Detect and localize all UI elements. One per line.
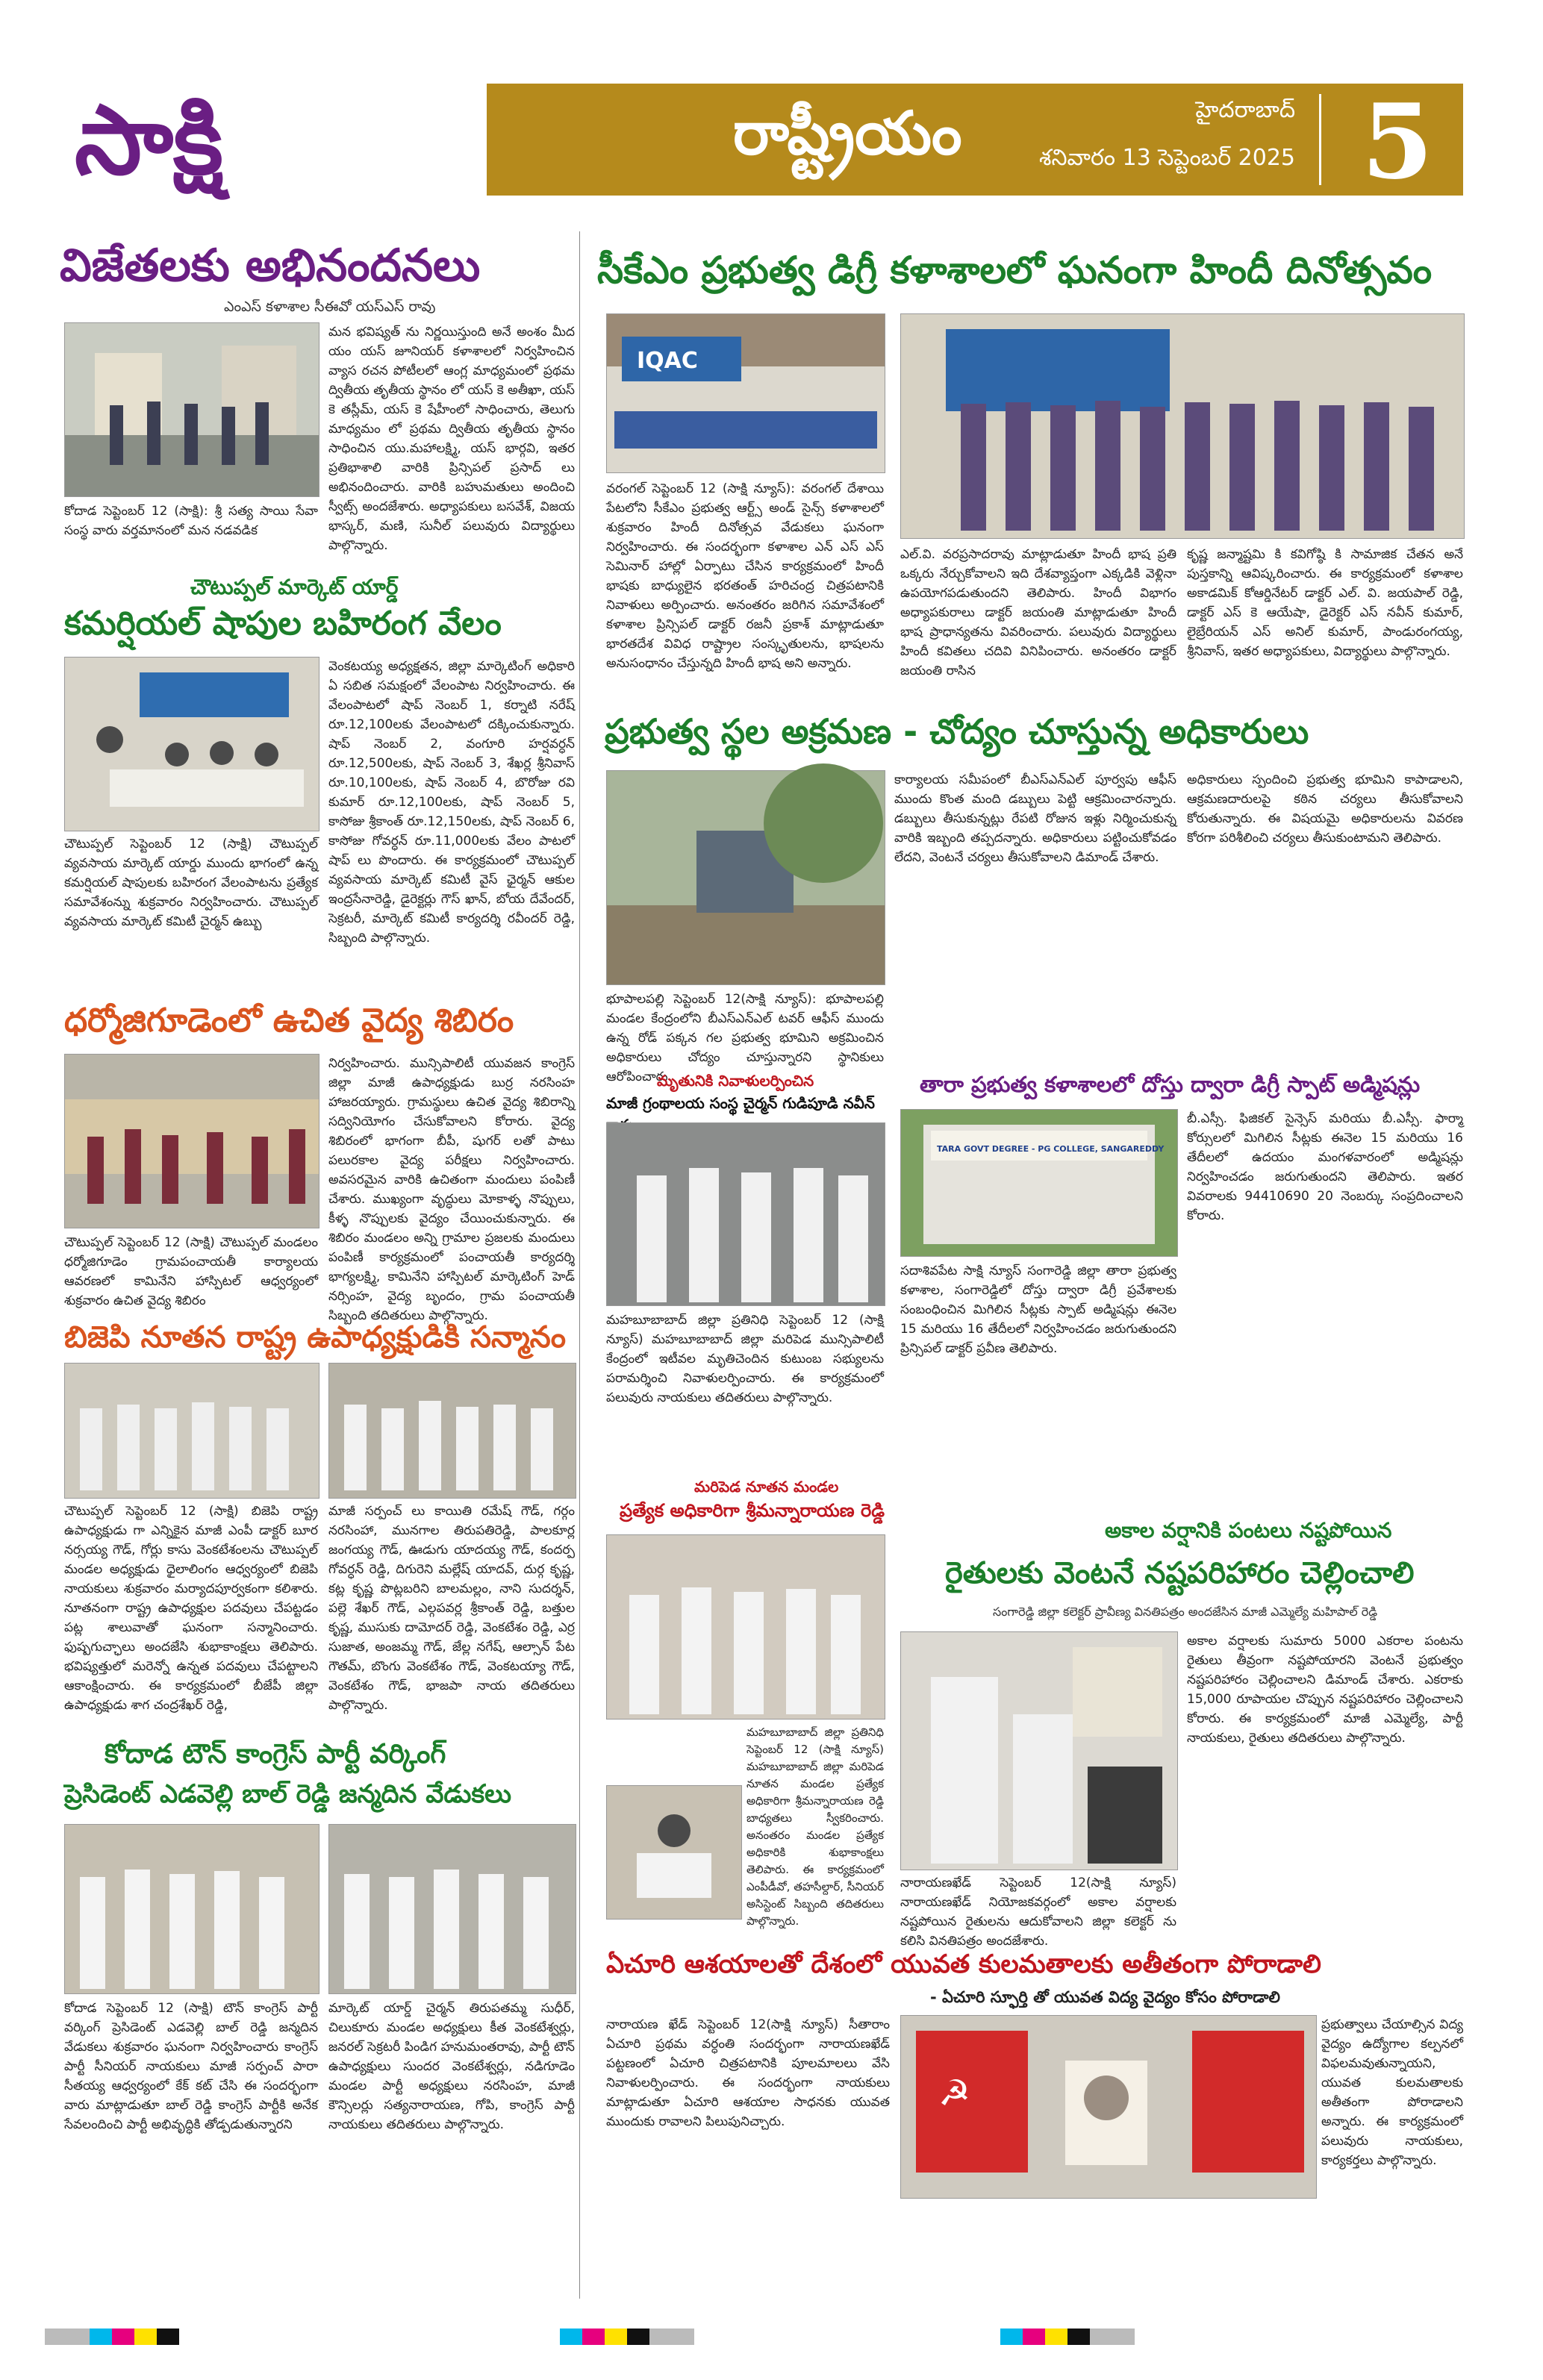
office-photo-icon: [607, 1535, 885, 1719]
m7-col2: ప్రభుత్వాలు చేయాల్సిన విద్య వైద్యం ఉద్యోగాల కల్పనలో విఫలమవుతున్నాయని, యువత కులమతాలకు అతీతంగా పోరాడాలని అన్నారు. ఈ కార్యక్రమంలో పలువురు నాయకులు, కార్యకర్తలు పాల్గొన్నారు.: [1321, 2017, 1463, 2168]
m6-headline: రైతులకు వెంటనే నష్టపరిహారం చెల్లించాలి: [945, 1556, 1415, 1590]
m6-caption: నారాయణఖేడ్ సెప్టెంబర్ 12(సాక్షి న్యూస్) నారాయణఖేడ్ నియోజకవర్గంలో అకాల వర్షాలకు నష్టపోయిన రైతులను ఆదుకోవాలని జిల్లా కలెక్టర్ ను కలిసి వినతిపత్రం అందజేశారు.: [900, 1875, 1176, 1949]
felicitation-photo-icon: [65, 1364, 319, 1498]
college-photo-icon: [901, 1110, 1177, 1256]
memorandum-photo-icon: [901, 1632, 1177, 1870]
group-photo-icon: [65, 323, 319, 496]
m1-col2: ఎల్.వి. వరప్రసాదరావు మాట్లాడుతూ హిందీ భాష ప్రతి ఒక్కరు నేర్చుకోవాలని ఇది దేశవ్యాప్తంగా ఎక్కడికి వెళ్లినా ఉపయోగపడుతుందని తెలిపారు. హిందీ విభాగం అధ్యాపకురాలు డాక్టర్ జయంతి మాట్లాడుతూ హిందీ భాష ప్రాధాన్యతను వివరించారు. పలువురు విద్యార్థులు హిందీ కవితలు చదివి వినిపించారు. అనంతరం డాక్టర్ జయంతి రాసిన: [900, 547, 1176, 678]
a5-photo-2: [328, 1824, 576, 1994]
m2-caption: భూపాలపల్లి సెప్టెంబర్ 12(సాక్షి న్యూస్): భూపాలపల్లి మండల కేంద్రంలోని బీఎస్ఎన్ఎల్ టవర్ ఆఫీస్ ముందు ఉన్న రోడ్ పక్కన గల ప్రభుత్వ భూమిని అక్రమించిన అధికారులు చోద్యం చూస్తున్నారని స్థానికులు ఆరోపించారు.: [606, 992, 884, 1084]
m2-headline: ప్రభుత్వ స్థల అక్రమణ - చోద్యం చూస్తున్న అధికారులు: [605, 711, 1309, 752]
m5-photo-label: TARA GOVT DEGREE - PG COLLEGE, SANGAREDDY: [937, 1144, 1165, 1154]
m4-kicker: మరిపెడ నూతన మండల: [694, 1478, 839, 1496]
meeting-photo-icon: [65, 658, 319, 831]
m5-photo: [900, 1109, 1178, 1257]
a5-photo-1: [64, 1824, 319, 1994]
m1-col3: కృష్ణ జన్మాష్టమి కి కవిగోష్ఠి కి సామాజిక చేతన అనే పుస్తకాన్ని ఆవిష్కరించారు. ఈ కార్యక్రమంలో కళాశాల అకాడమిక్ కోఆర్డినేటర్ డాక్టర్ ఎల్. వి. జయపాల్ రెడ్డి, డాక్టర్ ఎస్ కె ఆయేషా, డైరెక్టర్ ఎస్ నవీన్ కుమార్, లైబ్రేరియన్ ఎస్ అనిల్ కుమార్, పాండురంగయ్య, శ్రీనివాస్, ఇతర అధ్యాపకులు, విద్యార్థులు పాల్గొన్నారు.: [1187, 547, 1463, 659]
m2-col3: అధికారులు స్పందించి ప్రభుత్వ భూమిని కాపాడాలని, ఆక్రమణదారులపై కఠిన చర్యలు తీసుకోవాలని కోరుతున్నారు. ఈ విషయమై అధికారులను వివరణ కోరగా పరిశీలించి చర్యలు తీసుకుంటామని తెలిపారు.: [1187, 772, 1463, 846]
m6-kicker: అకాల వర్షానికి పంటలు నష్టపోయిన: [1105, 1518, 1392, 1543]
a3-photo: [64, 1054, 319, 1228]
a1-photo: [64, 322, 319, 497]
m3-caption: మహబూబాబాద్ జిల్లా ప్రతినిధి సెప్టెంబర్ 12 (సాక్షి న్యూస్) మహబూబాబాద్ జిల్లా మరిపెడ మున్సిపాలిటీ కేంద్రంలో ఇటీవల మృతిచెందిన కుటుంబ సభ్యులను పరామర్శించి నివాళులర్పించారు. ఈ కార్యక్రమంలో పలువురు నాయకులు తదితరులు పాల్గొన్నారు.: [606, 1313, 884, 1405]
m1-photo-label: IQAC: [637, 348, 698, 374]
m3-headline: మాజీ గ్రంథాలయ సంస్థ చైర్మన్ గుడిపూడి నవీన్: [606, 1094, 875, 1112]
group-photo-icon: [901, 314, 1464, 538]
logo: [75, 85, 463, 196]
m3-photo: [606, 1122, 885, 1306]
print-color-strip: [45, 2329, 1493, 2351]
tribute-photo-icon: [901, 2016, 1316, 2198]
m6-byline: సంగారెడ్డి జిల్లా కలెక్టర్ ప్రావీణ్య వినతిపత్రం అందజేసిన మాజీ ఎమ్మెల్యే మహిపాల్ రెడ్డి: [993, 1605, 1378, 1619]
a1-byline: ఎంఎస్ కళాశాల సీఈవో యస్ఎస్ రావు: [224, 299, 436, 315]
date-label: శనివారం 13 సెప్టెంబర్ 2025: [1038, 145, 1295, 171]
sakshi-logo-icon: [75, 85, 463, 196]
office-photo-icon: [607, 1786, 741, 1919]
a2-body: వెంకటయ్య అధ్యక్షతన, జిల్లా మార్కెటింగ్ అధికారి ఏ సబిత సమక్షంలో వేలంపాట నిర్వహించారు. ఈ వేలంపాటలో షాప్ నెంబర్ 1, కర్నాటి నరేష్ రూ.12,100లకు వేలంపాటలో దక్కించుకున్నారు. షాప్ నెంబర్ 2, వంగూరి హర్షవర్ధన్ రూ.12,500లకు, షాప్ నెంబర్ 3, శేఖర్ల శ్రీనివాస్ రూ.10,100లకు, షాప్ నెంబర్ 4, బొరోజు రవి కుమార్ రూ.12,100లకు, షాప్ నెంబర్ 5, కాసోజు శ్రీకాంత్ రూ.12,150లకు, షాప్ నెంబర్ 6, కాసోజు గోవర్ధన్ రూ.11,000లకు వేలం పాటలో షాప్ లు పొందారు. ఈ కార్యక్రమంలో చౌటుప్పల్ వ్యవసాయ మార్కెట్ కమిటీ వైస్ ఛైర్మన్ ఆకుల ఇంద్రసేనారెడ్డి, డైరెక్టర్లు గౌస్ ఖాన్, బోయ దేవేందర్, సెక్రటరీ, మార్కెట్ కమిటీ కార్యదర్శి రవీందర్ రెడ్డి, సిబ్బంది పాల్గొన్నారు.: [328, 659, 575, 946]
section-title: రాష్ట్రీయం: [733, 99, 962, 168]
birthday-photo-icon: [329, 1825, 576, 1993]
m2-col2: కార్యాలయ సమీపంలో బీఎస్ఎన్ఎల్ పూర్వపు ఆఫీస్ ముందు కొంత మంది డబ్బులు పెట్టి ఆక్రమించారన్నారు. డబ్బులు తీసుకున్నట్లు రేపటి రోజున ఇళ్లు నిర్మించుకున్న వారికి ఇబ్బంది తప్పదన్నారు. అధికారులు పట్టించుకోవడం లేదని, వెంటనే చర్యలు తీసుకోవాలని డిమాండ్ చేశారు.: [894, 772, 1176, 865]
city-label: హైదరాబాద్: [1195, 97, 1295, 123]
land-photo-icon: [607, 771, 885, 984]
a3-caption: చౌటుప్పల్ సెప్టెంబర్ 12 (సాక్షి) చౌటుప్పల్ మండలం ధర్మోజిగూడెం గ్రామపంచాయతీ కార్యాలయ ఆవరణలో కామినేని హాస్పిటల్ ఆధ్వర్యంలో శుక్రవారం ఉచిత వైద్య శిబిరం: [64, 1235, 318, 1308]
m5-col2: బీ.ఎస్సీ. ఫిజికల్ సైన్సెస్ మరియు బీ.ఎస్సీ. ఫార్మా కోర్సులలో మిగిలిన సీట్లకు ఈనెల 15 మరియు 16 తేదీలలో ఉదయం మంగళవారంలో అడ్మిషన్లు నిర్వహించడం జరుగుతుందని తెలిపారు. ఇతర వివరాలకు 94410690 20 నెంబర్కు సంప్రదించాలని కోరారు.: [1187, 1111, 1463, 1223]
m7-subhead: - ఏచూరి స్ఫూర్తి తో యువత విద్య వైద్యం కోసం పోరాడాలి: [930, 1988, 1280, 2006]
m3-kicker: మృతునికి నివాళులర్పించిన: [657, 1072, 814, 1090]
m1-photo-2: [900, 313, 1465, 539]
a4-photo-2: [328, 1363, 576, 1499]
section-banner: [487, 81, 1463, 202]
a2-kicker: చౌటుప్పల్ మార్కెట్ యార్డ్: [190, 575, 399, 599]
a1-caption: కోదాడ సెప్టెంబర్ 12 (సాక్షి): శ్రీ సత్య సాయి సేవా సంస్థ వారు వర్తమానంలో మన నడవడిక: [64, 504, 318, 538]
a5-headline-line1: కోదాడ టౌన్ కాంగ్రెస్ పార్టీ వర్కింగ్: [105, 1739, 446, 1770]
birthday-photo-icon: [65, 1825, 319, 1993]
felicitation-photo-icon: [329, 1364, 576, 1498]
m5-caption: సదాశివపేట సాక్షి న్యూస్ సంగారెడ్డి జిల్లా తారా ప్రభుత్వ కళాశాల, సంగారెడ్డిలో దోస్తు ద్వారా డిగ్రీ ప్రవేశాలకు సంబంధించిన మిగిలిన సీట్లకు స్పాట్ అడ్మిషన్లు ఈనెల 15 మరియు 16 తేదీలలో నిర్వహించడం జరుగుతుందని ప్రిన్సిపల్ డాక్టర్ ప్రవీణ తెలిపారు.: [900, 1264, 1176, 1356]
a4-body: మాజీ సర్పంచ్ లు కాయితి రమేష్ గౌడ్, గర్గం నరసింహా, మునగాల తిరుపతిరెడ్డి, పాలకూర్ల జంగయ్య గౌడ్, ఊడుగు యాదయ్య గౌడ్, కందర్ప గోవర్ధన్ రెడ్డి, దిగురెని మల్లేష్ యాదవ్, దుర్గ కృష్ణ, కట్ల కృష్ణ పొట్లబరిని బాలమల్లం, నాని సుదర్శన్, పల్లె శేఖర్ గౌడ్, ఎల్గపవర్ల శ్రీకాంత్ రెడ్డి, బత్తుల కృష్ణ, ముసుకు దామోదర్ రెడ్డి, వెంకటేశం రెడ్డి, ఎర్ర సుజాత, అంజమ్మ గౌడ్, జేల్ల నగేష్, ఆల్సాన్ పేట గౌతమ్, బొంగు వెంకటేశం గౌడ్, వెంకటయ్యా గౌడ్, వెంకటేశం గౌడ్, భాజపా నాయ తదితరులు పాల్గొన్నారు.: [328, 1504, 575, 1713]
a4-headline: బిజెపి నూతన రాష్ట్ర ఉపాధ్యక్షుడికి సన్మానం: [64, 1320, 566, 1355]
m4-headline: ప్రత్యేక అధికారిగా శ్రీమన్నారాయణ రెడ్డి: [620, 1500, 885, 1521]
m1-headline: సీకేఎం ప్రభుత్వ డిగ్రీ కళాశాలలో ఘనంగా హిందీ దినోత్సవం: [597, 249, 1433, 292]
hammer-sickle-icon: ☭: [938, 2073, 971, 2114]
m1-caption: వరంగల్ సెప్టెంబర్ 12 (సాక్షి న్యూస్): వరంగల్ దేశాయి పేటలోని సీకేఎం ప్రభుత్వ ఆర్ట్స్ అండ్ సైన్స్ కళాశాలలో శుక్రవారం హిందీ దినోత్సవ వేడుకలు ఘనంగా నిర్వహించారు. ఈ సందర్భంగా కళాశాల ఎన్ ఎస్ ఎస్ సెమినార్ హాల్లో ఏర్పాటు చేసిన కార్యక్రమంలో హిందీ భాషకు బాధ్యులైన భరతంత్ హరిచంద్ర చిత్రపటానికి నివాళులు అర్పించారు. అనంతరం జరిగిన సమావేశంలో కళాశాల ప్రిన్సిపల్ డాక్టర్ రజనీ ప్రకాశ్ మాట్లాడుతూ భారతదేశ వివిధ రాష్ట్రాల సంస్కృతులను, భాషలను అనుసంధానం చేస్తున్నది హిందీ భాష అని అన్నారు.: [606, 481, 884, 671]
tribute-photo-icon: [607, 1123, 885, 1305]
a2-photo: [64, 657, 319, 831]
a1-body: మన భవిష్యత్ ను నిర్ణయిస్తుంది అనే అంశం మీద యం యస్ జూనియర్ కళాశాలలో నిర్వహించిన వ్యాస రచన పోటీలలో ఆంగ్ల మాధ్యమంలో ప్రథమ ద్వితీయ తృతీయ స్థానం లో యస్ కె అతీఖా, యస్ కె తస్లీమ్, యస్ కె షేహీంలో సాధించారు, తెలుగు మాధ్యమం లో ప్రథమ ద్వితీయ తృతీయ స్థానం సాధించిన యు.మహాలక్ష్మి, యస్ భార్గవి, ఇతర ప్రతిభాశాలి వారికి ప్రిన్సిపల్ ప్రసాద్ లు అభినందించారు. వారికి బహుమతులు అందించి స్వీట్స్ అందజేశారు. అధ్యాపకులు బసవేశ్, విజయ భాస్కర్, మణి, సునీల్ పలువురు విద్యార్థులు పాల్గొన్నారు.: [328, 325, 575, 553]
m2-photo: [606, 770, 885, 985]
a2-headline: కమర్షియల్ షాపుల బహిరంగ వేలం: [64, 605, 502, 643]
event-stage-photo-icon: [607, 314, 885, 472]
m1-photo-1: [606, 313, 885, 473]
column-separator: [579, 231, 580, 2299]
m4-photo-1: [606, 1534, 885, 1720]
a3-headline: ధర్మోజిగూడెంలో ఉచిత వైద్య శిబిరం: [64, 1002, 514, 1040]
masthead: [45, 75, 1463, 202]
m7-caption: నారాయణ ఖేడ్ సెప్టెంబర్ 12(సాక్షి న్యూస్) సీతారాం ఏచూరి ప్రథమ వర్ధంతి సందర్భంగా నారాయణఖేడ్ పట్టణంలో ఏచూరి చిత్రపటానికి పూలమాలలు వేసి నివాళులర్పించారు. ఈ సందర్భంగా నాయకులు మాట్లాడుతూ ఏచూరి ఆశయాల సాధనకు యువత ముందుకు రావాలని పిలుపునిచ్చారు.: [606, 2017, 890, 2129]
a4-photo-1: [64, 1363, 319, 1499]
m7-headline: ఏచూరి ఆశయాలతో దేశంలో యువత కులమతాలకు అతీతంగా పోరాడాలి: [606, 1949, 1321, 1979]
masthead-divider: [1319, 94, 1321, 185]
m4-photo-2: [606, 1785, 742, 1920]
m4-caption: మహబూబాబాద్ జిల్లా ప్రతినిధి సెప్టెంబర్ 12 (సాక్షి న్యూస్) మహబూబాబాద్ జిల్లా మరిపెడ నూతన మండల ప్రత్యేక అధికారిగా శ్రీమన్నారాయణ రెడ్డి బాధ్యతలు స్వీకరించారు. అనంతరం మండల ప్రత్యేక అధికారికి శుభాకాంక్షలు తెలిపారు. ఈ కార్యక్రమంలో ఎంపీడీవో, తహసీల్దార్, సీనియర్ అసిస్టెంట్ సిబ్బంది తదితరులు పాల్గొన్నారు.: [746, 1725, 884, 1928]
logo-text: సాక్షి: [75, 85, 223, 196]
a4-caption: చౌటుప్పల్ సెప్టెంబర్ 12 (సాక్షి) బిజెపి రాష్ట్ర ఉపాధ్యక్షుడు గా ఎన్నికైన మాజీ ఎంపీ డాక్టర్ బూర నర్సయ్య గౌడ్, గోర్లు కాసు వెంకటేశంలను చౌటుప్పల్ మండల అధ్యక్షుడు ధైలాలింగం ఆధ్వర్యంలో బిజెపి నాయకులు శుక్రవారం మర్యాదపూర్వకంగా కలిశారు. నూతనంగా రాష్ట్ర ఉపాధ్యక్షుల పదవులు చేపట్టడం పట్ల శాలువాతో ఘనంగా సన్మానించారు. ఫుష్పగుచ్ఛాలు అందజేసి శుభాకాంక్షలు తెలిపారు. భవిష్యత్తులో మరెన్నో ఉన్నత పదవులు చేపట్టాలని ఆకాంక్షించారు. ఈ కార్యక్రమంలో బీజేపీ జిల్లా ఉపాధ్యక్షుడు శాగ చంద్రశేఖర్ రెడ్డి,: [64, 1504, 318, 1713]
a3-body: నిర్వహించారు. మున్సిపాలిటీ యువజన కాంగ్రెస్ జిల్లా మాజీ ఉపాధ్యక్షుడు బుర్ర నరసింహ హాజరయ్యారు. గ్రామస్థులు ఉచిత వైద్య శిబిరాన్ని సద్వినియోగం చేసుకోవాలని కోరారు. వైద్య శిబిరంలో భాగంగా బీపీ, షుగర్ లతో పాటు పలురకాల వైద్య పరీక్షలు నిర్వహించారు. అవసరమైన వారికి ఉచితంగా మందులు పంపిణీ చేశారు. ముఖ్యంగా వృద్ధులు మోకాళ్ళ నొప్పులు, కీళ్ళ నొప్పులకు వైద్యం చేయించుకున్నారు. ఈ శిబిరం మండలం అన్ని గ్రామాల ప్రజలకు మందులు పంపిణీ కార్యక్రమంలో పంచాయతీ కార్యదర్శి భాగ్యలక్ష్మి, కామినేని హాస్పిటల్ మార్కెటింగ్ హెడ్ నర్సింహ, వైద్య బృందం, గ్రామ పంచాయతీ సిబ్బంది తదితరులు పాల్గొన్నారు.: [328, 1056, 575, 1323]
a5-headline-line2: ప్రెసిడెంట్ ఎడవెల్లి బాల్ రెడ్డి జన్మదిన వేడుకలు: [64, 1779, 511, 1809]
page-number: 5: [1361, 81, 1433, 202]
medical-camp-photo-icon: [65, 1055, 319, 1228]
m6-photo: [900, 1631, 1178, 1870]
a1-headline: విజేతలకు అభినందనలు: [60, 240, 481, 292]
a5-body: మార్కెట్ యార్డ్ చైర్మన్ తిరుపతమ్మ సుధీర్, చిలుకూరు మండల అధ్యక్షులు కీత వెంకటేశ్వర్లు, జనరల్ సెక్రటరీ పిండిగ హనుమంతరావు, పార్టీ టౌన్ ఉపాధ్యక్షులు సుందర వెంకటేశ్వర్లు, నడిగూడెం మండల పార్టీ అధ్యక్షులు నరసింహ, మాజీ కౌన్సిలర్లు సత్యనారాయణ, గోపి, కాంగ్రెస్ పార్టీ నాయకులు తదితరులు పాల్గొన్నారు.: [328, 2001, 575, 2132]
a5-caption: కోదాడ సెప్టెంబర్ 12 (సాక్షి) టౌన్ కాంగ్రెస్ పార్టీ వర్కింగ్ ప్రెసిడెంట్ ఎడవెల్లి బాల్ రెడ్డి జన్మదిన వేడుకలు శుక్రవారం ఘనంగా నిర్వహించారు కాంగ్రెస్ పార్టీ సీనియర్ నాయకులు మాజీ సర్పంచ్ పారా సీతయ్య ఆధ్వర్యంలో కేక్ కట్ చేసి ఈ సందర్భంగా వారు మాట్లాడుతూ బాల్ రెడ్డి కాంగ్రెస్ పార్టీకి అనేక సేవలందించి పార్టీ అభివృద్ధికి తోడ్పడుతున్నారని: [64, 2001, 318, 2132]
a2-caption: చౌటుప్పల్ సెప్టెంబర్ 12 (సాక్షి) చౌటుప్పల్ వ్యవసాయ మార్కెట్ యార్డు ముందు భాగంలో ఉన్న కమర్షియల్ షాపులకు బహిరంగ వేలంపాటను ప్రత్యేక సమావేశంన్ను శుక్రవారం నిర్వహించారు. చౌటుప్పల్ వ్యవసాయ మార్కెట్ కమిటీ చైర్మన్ ఉబ్బు: [64, 837, 318, 929]
m5-headline: తారా ప్రభుత్వ కళాశాలలో దోస్తు ద్వారా డిగ్రీ స్పాట్ అడ్మిషన్లు: [920, 1072, 1421, 1097]
m6-body: అకాల వర్షాలకు సుమారు 5000 ఎకరాల పంటను రైతులు తీవ్రంగా నష్టపోయారని వెంటనే ప్రభుత్వం నష్టపరిహారం చెల్లించాలని డిమాండ్ చేశారు. ఎకరాకు 15,000 రూపాయల చొప్పున నష్టపరిహారం చెల్లించాలని కోరారు. ఈ కార్యక్రమంలో మాజీ ఎమ్మెల్యే, పార్టీ నాయకులు, రైతులు తదితరులు పాల్గొన్నారు.: [1187, 1634, 1463, 1746]
m7-photo: [900, 2015, 1317, 2199]
